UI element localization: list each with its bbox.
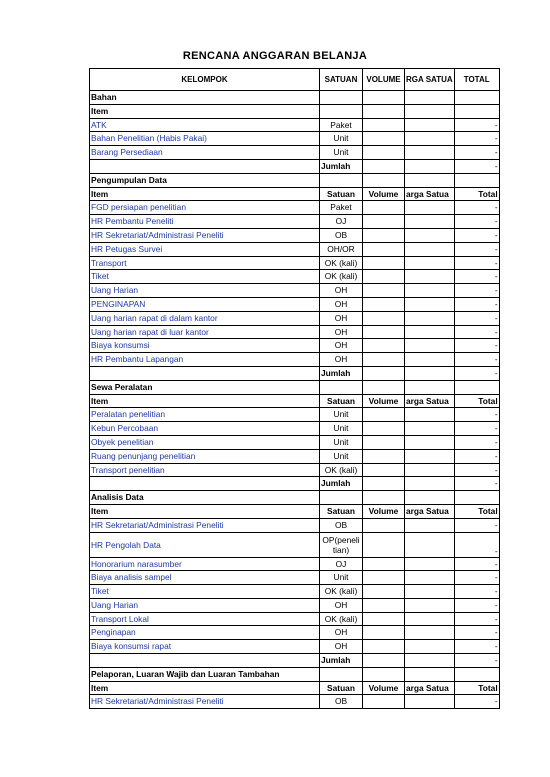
table-row bbox=[90, 201, 500, 215]
column-label-volume: Volume bbox=[363, 681, 405, 695]
item-total: - bbox=[454, 449, 499, 463]
item-harga-satuan bbox=[405, 201, 455, 215]
column-label-volume: Volume bbox=[363, 187, 405, 201]
column-label-volume: Volume bbox=[363, 394, 405, 408]
empty-cell bbox=[320, 491, 363, 505]
table-row bbox=[90, 146, 500, 160]
item-total: - bbox=[454, 532, 499, 557]
document-title: RENCANA ANGGARAN BELANJA bbox=[182, 50, 368, 62]
item-harga-satuan bbox=[405, 463, 455, 477]
item-satuan: OH bbox=[320, 311, 363, 325]
item-total: - bbox=[454, 132, 499, 146]
table-row bbox=[90, 228, 500, 242]
jumlah-label: Jumlah bbox=[320, 654, 363, 668]
column-label-item: Item bbox=[90, 187, 320, 201]
empty-cell bbox=[454, 667, 499, 681]
item-harga-satuan bbox=[405, 256, 455, 270]
empty-cell bbox=[90, 366, 320, 380]
column-label-harga-satuan: arga Satua bbox=[405, 187, 455, 201]
item-volume bbox=[363, 215, 405, 229]
item-name: Barang Persediaan bbox=[90, 146, 320, 160]
column-label-total: Total bbox=[454, 394, 499, 408]
item-name: Transport Lokal bbox=[90, 612, 320, 626]
column-label-row bbox=[90, 104, 500, 118]
item-satuan: Unit bbox=[320, 146, 363, 160]
table-row bbox=[90, 118, 500, 132]
item-harga-satuan bbox=[405, 598, 455, 612]
table-row bbox=[90, 612, 500, 626]
empty-cell bbox=[90, 477, 320, 491]
empty-cell bbox=[363, 477, 405, 491]
item-total: - bbox=[454, 463, 499, 477]
table-row bbox=[90, 339, 500, 353]
item-total: - bbox=[454, 435, 499, 449]
item-total: - bbox=[454, 228, 499, 242]
empty-cell bbox=[363, 380, 405, 394]
item-satuan: OH bbox=[320, 297, 363, 311]
item-satuan: Paket bbox=[320, 118, 363, 132]
item-harga-satuan bbox=[405, 518, 455, 532]
empty-cell bbox=[405, 159, 455, 173]
item-volume bbox=[363, 612, 405, 626]
section-title: Sewa Peralatan bbox=[90, 380, 320, 394]
item-harga-satuan bbox=[405, 640, 455, 654]
item-harga-satuan bbox=[405, 146, 455, 160]
jumlah-row bbox=[90, 159, 500, 173]
column-label-row bbox=[90, 187, 500, 201]
empty-cell bbox=[454, 104, 499, 118]
item-total: - bbox=[454, 557, 499, 571]
item-name: ATK bbox=[90, 118, 320, 132]
table-header-row bbox=[90, 69, 500, 91]
jumlah-row bbox=[90, 366, 500, 380]
jumlah-row bbox=[90, 477, 500, 491]
item-name: FGD persiapan penelitian bbox=[90, 201, 320, 215]
item-satuan: OH bbox=[320, 325, 363, 339]
empty-cell bbox=[454, 173, 499, 187]
item-volume bbox=[363, 626, 405, 640]
column-label-volume: Volume bbox=[363, 504, 405, 518]
item-harga-satuan bbox=[405, 311, 455, 325]
item-total: - bbox=[454, 270, 499, 284]
column-label-satuan: Satuan bbox=[320, 504, 363, 518]
item-total: - bbox=[454, 518, 499, 532]
item-total: - bbox=[454, 339, 499, 353]
item-volume bbox=[363, 228, 405, 242]
item-total: - bbox=[454, 297, 499, 311]
item-volume bbox=[363, 532, 405, 557]
item-satuan: OB bbox=[320, 695, 363, 709]
item-total: - bbox=[454, 118, 499, 132]
table-row bbox=[90, 422, 500, 436]
jumlah-row bbox=[90, 654, 500, 668]
empty-cell bbox=[363, 159, 405, 173]
item-name: Uang harian rapat di luar kantor bbox=[90, 325, 320, 339]
item-name: Kebun Percobaan bbox=[90, 422, 320, 436]
item-total: - bbox=[454, 695, 499, 709]
item-volume bbox=[363, 557, 405, 571]
column-label-harga-satuan: arga Satua bbox=[405, 681, 455, 695]
empty-cell bbox=[363, 91, 405, 105]
item-volume bbox=[363, 585, 405, 599]
item-volume bbox=[363, 598, 405, 612]
section-title: Analisis Data bbox=[90, 491, 320, 505]
item-harga-satuan bbox=[405, 626, 455, 640]
header-volume: VOLUME bbox=[363, 69, 405, 91]
item-satuan: OK (kali) bbox=[320, 463, 363, 477]
item-volume bbox=[363, 284, 405, 298]
item-harga-satuan bbox=[405, 132, 455, 146]
item-satuan: OH bbox=[320, 598, 363, 612]
table-row bbox=[90, 311, 500, 325]
item-name: Biaya konsumsi rapat bbox=[90, 640, 320, 654]
item-satuan: Unit bbox=[320, 571, 363, 585]
column-label-item: Item bbox=[90, 681, 320, 695]
jumlah-total: - bbox=[454, 159, 499, 173]
item-harga-satuan bbox=[405, 353, 455, 367]
item-harga-satuan bbox=[405, 118, 455, 132]
item-volume bbox=[363, 339, 405, 353]
table-row bbox=[90, 598, 500, 612]
item-name: HR Pengolah Data bbox=[90, 532, 320, 557]
item-harga-satuan bbox=[405, 532, 455, 557]
item-satuan: OJ bbox=[320, 557, 363, 571]
item-name: HR Sekretariat/Administrasi Peneliti bbox=[90, 518, 320, 532]
item-total: - bbox=[454, 612, 499, 626]
item-total: - bbox=[454, 626, 499, 640]
item-name: Ruang penunjang penelitian bbox=[90, 449, 320, 463]
item-harga-satuan bbox=[405, 585, 455, 599]
empty-cell bbox=[90, 654, 320, 668]
table-row bbox=[90, 297, 500, 311]
item-name: PENGINAPAN bbox=[90, 297, 320, 311]
table-row bbox=[90, 284, 500, 298]
table-row bbox=[90, 449, 500, 463]
empty-cell bbox=[405, 173, 455, 187]
item-volume bbox=[363, 422, 405, 436]
empty-cell bbox=[363, 667, 405, 681]
table-row bbox=[90, 585, 500, 599]
column-label-item: Item bbox=[90, 504, 320, 518]
item-harga-satuan bbox=[405, 297, 455, 311]
empty-cell bbox=[320, 104, 363, 118]
table-row bbox=[90, 325, 500, 339]
item-name: HR Sekretariat/Administrasi Peneliti bbox=[90, 695, 320, 709]
item-volume bbox=[363, 146, 405, 160]
item-name: Uang Harian bbox=[90, 284, 320, 298]
item-satuan: OK (kali) bbox=[320, 256, 363, 270]
item-volume bbox=[363, 118, 405, 132]
empty-cell bbox=[363, 654, 405, 668]
item-name: Biaya konsumsi bbox=[90, 339, 320, 353]
column-label-row bbox=[90, 394, 500, 408]
jumlah-total: - bbox=[454, 654, 499, 668]
item-volume bbox=[363, 201, 405, 215]
item-harga-satuan bbox=[405, 215, 455, 229]
item-volume bbox=[363, 256, 405, 270]
column-label-satuan: Satuan bbox=[320, 394, 363, 408]
item-harga-satuan bbox=[405, 571, 455, 585]
item-harga-satuan bbox=[405, 408, 455, 422]
item-name: Biaya analisis sampel bbox=[90, 571, 320, 585]
item-name: Penginapan bbox=[90, 626, 320, 640]
item-name: Transport penelitian bbox=[90, 463, 320, 477]
table-row bbox=[90, 463, 500, 477]
item-satuan: OJ bbox=[320, 215, 363, 229]
empty-cell bbox=[405, 380, 455, 394]
item-harga-satuan bbox=[405, 284, 455, 298]
empty-cell bbox=[320, 667, 363, 681]
empty-cell bbox=[90, 159, 320, 173]
item-harga-satuan bbox=[405, 325, 455, 339]
item-name: HR Pembantu Peneliti bbox=[90, 215, 320, 229]
empty-cell bbox=[320, 173, 363, 187]
item-volume bbox=[363, 408, 405, 422]
section-title-row bbox=[90, 91, 500, 105]
header-harga-satuan: RGA SATUA bbox=[405, 69, 455, 91]
item-harga-satuan bbox=[405, 242, 455, 256]
column-label-satuan: Satuan bbox=[320, 681, 363, 695]
item-name: Tiket bbox=[90, 270, 320, 284]
item-satuan: OH bbox=[320, 626, 363, 640]
jumlah-label: Jumlah bbox=[320, 159, 363, 173]
empty-cell bbox=[454, 380, 499, 394]
jumlah-total: - bbox=[454, 366, 499, 380]
section-title: Pelaporan, Luaran Wajib dan Luaran Tambahan bbox=[90, 667, 320, 681]
item-harga-satuan bbox=[405, 339, 455, 353]
item-volume bbox=[363, 311, 405, 325]
table-row bbox=[90, 626, 500, 640]
table-row bbox=[90, 435, 500, 449]
table-row bbox=[90, 132, 500, 146]
column-label-harga-satuan: arga Satua bbox=[405, 504, 455, 518]
item-satuan: OH bbox=[320, 640, 363, 654]
item-name: Uang harian rapat di dalam kantor bbox=[90, 311, 320, 325]
item-satuan: OK (kali) bbox=[320, 612, 363, 626]
item-satuan: OH bbox=[320, 284, 363, 298]
item-total: - bbox=[454, 598, 499, 612]
table-row bbox=[90, 408, 500, 422]
empty-cell bbox=[405, 366, 455, 380]
column-label-satuan: Satuan bbox=[320, 187, 363, 201]
item-total: - bbox=[454, 201, 499, 215]
section-title-row bbox=[90, 173, 500, 187]
table-row bbox=[90, 242, 500, 256]
item-total: - bbox=[454, 353, 499, 367]
empty-cell bbox=[363, 104, 405, 118]
item-name: Honorarium narasumber bbox=[90, 557, 320, 571]
item-total: - bbox=[454, 242, 499, 256]
item-satuan: Paket bbox=[320, 201, 363, 215]
item-harga-satuan bbox=[405, 557, 455, 571]
item-name: Obyek penelitian bbox=[90, 435, 320, 449]
column-label-total: Total bbox=[454, 504, 499, 518]
table-row bbox=[90, 571, 500, 585]
budget-table bbox=[89, 68, 500, 709]
column-label-row bbox=[90, 681, 500, 695]
column-label-item: Item bbox=[90, 394, 320, 408]
table-row bbox=[90, 640, 500, 654]
item-name: HR Sekretariat/Administrasi Peneliti bbox=[90, 228, 320, 242]
empty-cell bbox=[405, 91, 455, 105]
item-volume bbox=[363, 463, 405, 477]
item-total: - bbox=[454, 585, 499, 599]
item-total: - bbox=[454, 422, 499, 436]
item-volume bbox=[363, 325, 405, 339]
item-total: - bbox=[454, 284, 499, 298]
item-name: HR Pembantu Lapangan bbox=[90, 353, 320, 367]
item-total: - bbox=[454, 325, 499, 339]
empty-cell bbox=[363, 173, 405, 187]
table-row bbox=[90, 270, 500, 284]
item-volume bbox=[363, 518, 405, 532]
section-title: Pengumpulan Data bbox=[90, 173, 320, 187]
table-row bbox=[90, 532, 500, 557]
jumlah-total: - bbox=[454, 477, 499, 491]
header-satuan: SATUAN bbox=[320, 69, 363, 91]
item-volume bbox=[363, 132, 405, 146]
item-harga-satuan bbox=[405, 695, 455, 709]
item-volume bbox=[363, 640, 405, 654]
table-row bbox=[90, 256, 500, 270]
item-satuan: OH/OR bbox=[320, 242, 363, 256]
item-total: - bbox=[454, 146, 499, 160]
item-harga-satuan bbox=[405, 422, 455, 436]
section-title-row bbox=[90, 667, 500, 681]
item-total: - bbox=[454, 571, 499, 585]
empty-cell bbox=[405, 491, 455, 505]
item-harga-satuan bbox=[405, 228, 455, 242]
empty-cell bbox=[320, 380, 363, 394]
table-row bbox=[90, 695, 500, 709]
item-total: - bbox=[454, 256, 499, 270]
item-satuan: OB bbox=[320, 518, 363, 532]
item-volume bbox=[363, 297, 405, 311]
item-volume bbox=[363, 571, 405, 585]
item-total: - bbox=[454, 640, 499, 654]
section-title-row bbox=[90, 491, 500, 505]
table-row bbox=[90, 353, 500, 367]
item-volume bbox=[363, 353, 405, 367]
item-satuan: OK (kali) bbox=[320, 270, 363, 284]
item-total: - bbox=[454, 311, 499, 325]
item-name: Bahan Penelitian (Habis Pakai) bbox=[90, 132, 320, 146]
item-name: Peralatan penelitian bbox=[90, 408, 320, 422]
jumlah-label: Jumlah bbox=[320, 366, 363, 380]
item-name: Transport bbox=[90, 256, 320, 270]
item-satuan: OH bbox=[320, 339, 363, 353]
item-total: - bbox=[454, 215, 499, 229]
item-volume bbox=[363, 695, 405, 709]
column-label-item: Item bbox=[90, 104, 320, 118]
empty-cell bbox=[405, 477, 455, 491]
item-satuan: OB bbox=[320, 228, 363, 242]
empty-cell bbox=[405, 667, 455, 681]
item-volume bbox=[363, 435, 405, 449]
jumlah-label: Jumlah bbox=[320, 477, 363, 491]
item-name: HR Petugas Survei bbox=[90, 242, 320, 256]
item-satuan: Unit bbox=[320, 408, 363, 422]
empty-cell bbox=[405, 104, 455, 118]
header-total: TOTAL bbox=[454, 69, 499, 91]
section-title-row bbox=[90, 380, 500, 394]
table-row bbox=[90, 518, 500, 532]
item-harga-satuan bbox=[405, 435, 455, 449]
empty-cell bbox=[320, 91, 363, 105]
item-satuan: OH bbox=[320, 353, 363, 367]
item-harga-satuan bbox=[405, 270, 455, 284]
table-row bbox=[90, 215, 500, 229]
item-satuan: Unit bbox=[320, 449, 363, 463]
column-label-total: Total bbox=[454, 681, 499, 695]
item-satuan: Unit bbox=[320, 132, 363, 146]
empty-cell bbox=[454, 91, 499, 105]
item-satuan: OP(peneli tian) bbox=[320, 532, 363, 557]
table-row bbox=[90, 557, 500, 571]
item-volume bbox=[363, 242, 405, 256]
item-harga-satuan bbox=[405, 449, 455, 463]
item-satuan: OK (kali) bbox=[320, 585, 363, 599]
item-name: Uang Harian bbox=[90, 598, 320, 612]
item-volume bbox=[363, 270, 405, 284]
empty-cell bbox=[454, 491, 499, 505]
empty-cell bbox=[363, 366, 405, 380]
item-satuan: Unit bbox=[320, 435, 363, 449]
item-name: Tiket bbox=[90, 585, 320, 599]
item-volume bbox=[363, 449, 405, 463]
item-satuan: Unit bbox=[320, 422, 363, 436]
column-label-total: Total bbox=[454, 187, 499, 201]
item-harga-satuan bbox=[405, 612, 455, 626]
section-title: Bahan bbox=[90, 91, 320, 105]
column-label-row bbox=[90, 504, 500, 518]
column-label-harga-satuan: arga Satua bbox=[405, 394, 455, 408]
empty-cell bbox=[363, 491, 405, 505]
item-total: - bbox=[454, 408, 499, 422]
empty-cell bbox=[405, 654, 455, 668]
header-kelompok: KELOMPOK bbox=[90, 69, 320, 91]
